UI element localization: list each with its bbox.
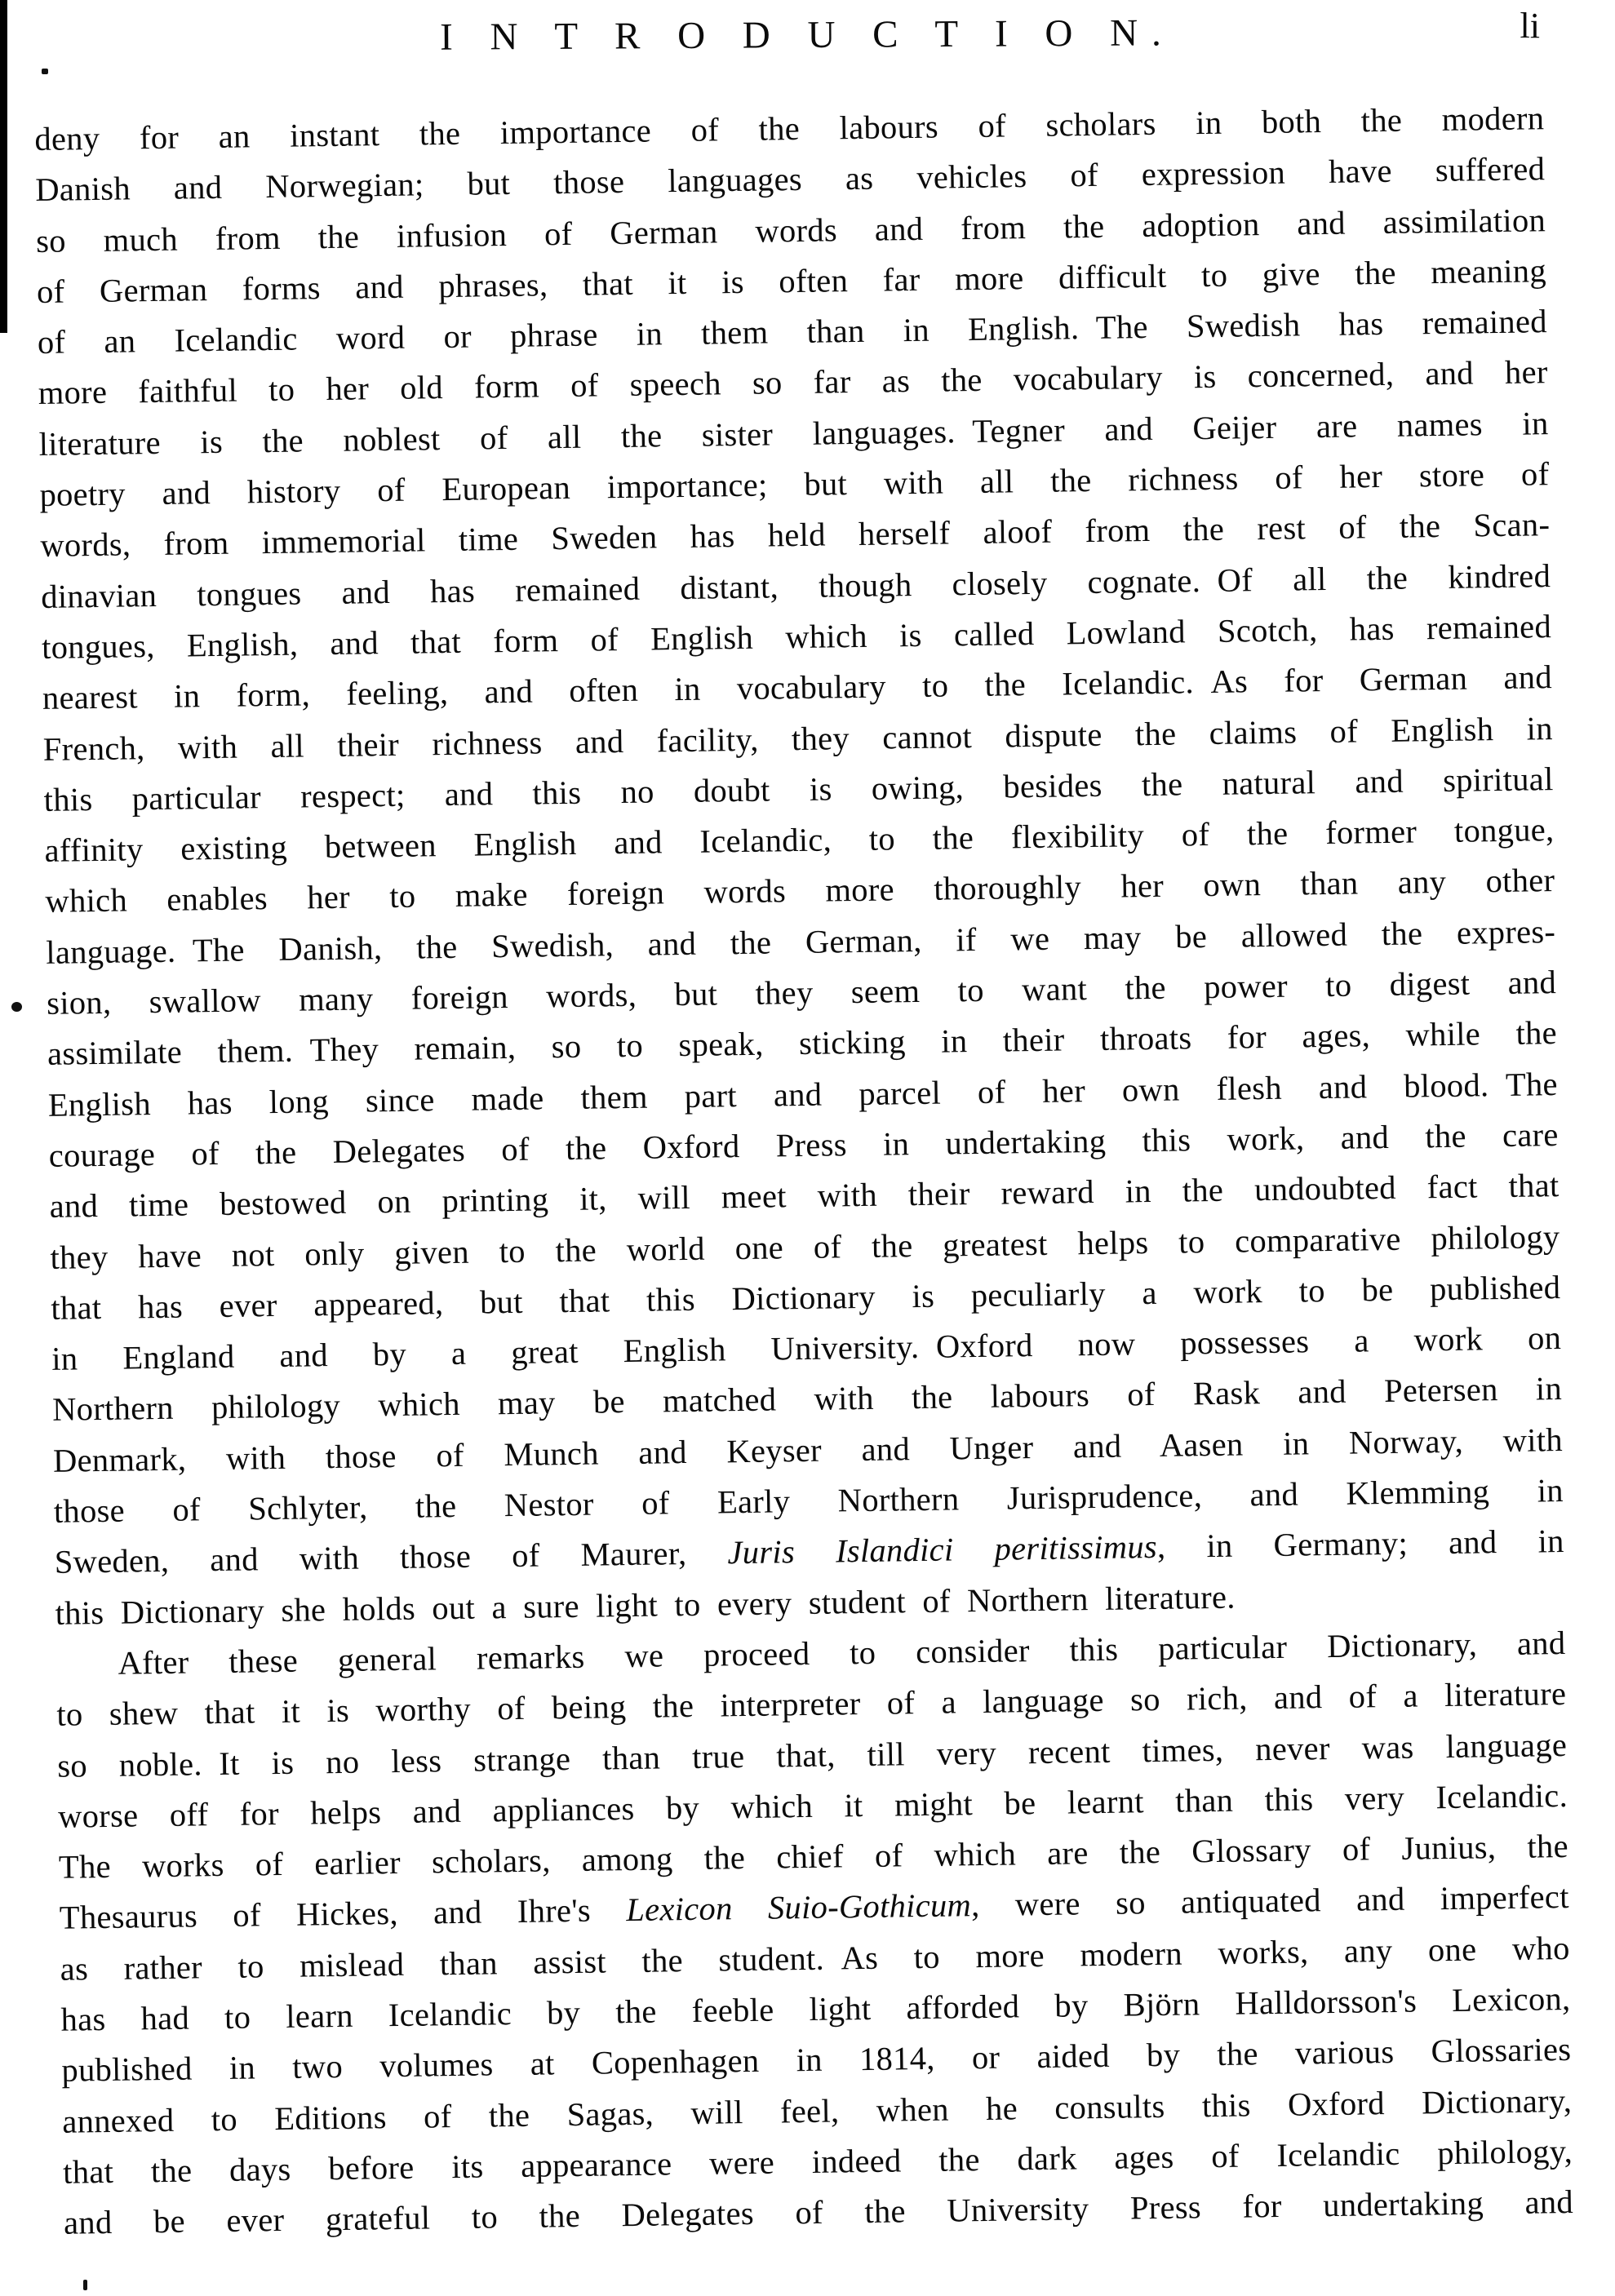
text-segment: English has long since made them part and parcel of her own flesh and blood. The: [47, 1065, 1559, 1124]
text-segment: of German forms and phrases, that it is often far more difficult to give the meaning: [36, 252, 1547, 310]
text-segment: as rather to mislead than assist the student. As to more modern works, any one who: [60, 1929, 1570, 1988]
text-segment: dinavian tongues and has remained distant, though closely cognate. Of all the kindred: [40, 556, 1551, 615]
body-lines: [34, 93, 1573, 2249]
text-segment: Sweden, and with those of Maurer,: [54, 1534, 728, 1581]
text-segment: that the days before its appearance were indeed the dark ages of Icelandic philology,: [62, 2132, 1573, 2191]
text-segment: which enables her to make foreign words more thoroughly her own than any other: [45, 862, 1555, 920]
text-segment: poetry and history of European importance; but with all the richness of her store of: [39, 455, 1550, 514]
text-segment: and be ever grateful to the Delegates of the University Press for undertaking and: [63, 2183, 1574, 2241]
page-title: I N T R O D U C T I O N.: [440, 11, 1175, 59]
italic-phrase: Juris Islandici peritissimus: [727, 1528, 1158, 1571]
text-segment: courage of the Delegates of the Oxford Press in undertaking this work, and the care: [48, 1115, 1559, 1174]
text-segment: and time bestowed on printing it, will meet with their reward in the undoubted fact that: [49, 1167, 1560, 1226]
ink-speck: [11, 1002, 22, 1012]
text-segment: worse off for helps and appliances by which it might be learnt than this very Icelandic.: [57, 1776, 1568, 1835]
text-segment: After these general remarks we proceed to consider this particular Dictionary, and: [118, 1624, 1566, 1682]
text-segment: deny for an instant the importance of the labours of scholars in both the modern: [34, 100, 1545, 157]
page-number: li: [1520, 6, 1540, 46]
text-segment: tongues, English, and that form of English which is called Lowland Scotch, has remained: [41, 608, 1552, 666]
text-segment: in England and by a great English University. Oxford now possesses a work on: [51, 1319, 1562, 1377]
text-segment: of an Icelandic word or phrase in them than in English. The Swedish has remained: [37, 303, 1548, 361]
text-segment: those of Schlyter, the Nestor of Early Northern Jurisprudence, and Klemming in: [53, 1472, 1564, 1530]
text-segment: language. The Danish, the Swedish, and the German, if we may be allowed the expres-: [46, 912, 1556, 971]
text-segment: that has ever appeared, but that this Dictionary is peculiarly a work to be published: [51, 1268, 1561, 1327]
text-segment: sion, swallow many foreign words, but they seem to want the power to digest and: [46, 964, 1557, 1022]
text-segment: The works of earlier scholars, among the chief of which are the Glossary of Junius, the: [58, 1828, 1569, 1886]
text-segment: this Dictionary she holds out a sure light to every student of Northern literature.: [55, 1578, 1236, 1632]
text-segment: has had to learn Icelandic by the feeble light afforded by Björn Halldorsson's Lexicon,: [60, 1979, 1571, 2038]
ink-speck: [42, 69, 48, 74]
text-segment: this particular respect; and this no doubt is owing, besides the natural and spiritual: [43, 760, 1554, 818]
text-segment: affinity existing between English and Icelandic, to the flexibility of the former tongue,: [44, 811, 1555, 870]
text-segment: published in two volumes at Copenhagen in 1814, or aided by the various Glossaries: [61, 2031, 1572, 2090]
body-text-block: [34, 93, 1573, 2249]
text-segment: annexed to Editions of the Sagas, will feel, when he consults this Oxford Dictionary,: [62, 2081, 1573, 2140]
text-segment: nearest in form, feeling, and often in vocabulary to the Icelandic. As for German and: [42, 658, 1553, 717]
text-segment: Thesaurus of Hickes, and Ihre's: [59, 1891, 627, 1937]
text-segment: Northern philology which may be matched with the labours of Rask and Petersen in: [51, 1370, 1563, 1429]
text-segment: French, with all their richness and facility, they cannot dispute the claims of English in: [42, 709, 1553, 768]
text-segment: more faithful to her old form of speech so far as the vocabulary is concerned, and her: [38, 353, 1548, 412]
text-segment: , in Germany; and in: [1156, 1523, 1564, 1566]
text-segment: Danish and Norwegian; but those languages as vehicles of expression have suffered: [34, 150, 1546, 209]
text-segment: assimilate them. They remain, so to speak, sticking in their throats for ages, while the: [47, 1014, 1558, 1073]
text-segment: words, from immemorial time Sweden has held herself aloof from the rest of the Scan-: [40, 506, 1551, 565]
text-segment: to shew that it is worthy of being the interpreter of a language so rich, and of a literature: [56, 1675, 1567, 1734]
text-segment: so noble. It is no less strange than true that, till very recent times, never was language: [56, 1726, 1568, 1784]
text-segment: Denmark, with those of Munch and Keyser and Unger and Aasen in Norway, with: [52, 1421, 1564, 1479]
text-segment: they have not only given to the world one of the greatest helps to comparative philology: [50, 1217, 1560, 1276]
text-segment: so much from the infusion of German words and from the adoption and assimilation: [35, 201, 1546, 259]
italic-phrase: Lexicon Suio-Gothicum: [625, 1886, 972, 1929]
text-segment: literature is the noblest of all the sister languages. Tegner and Geijer are names in: [38, 404, 1549, 463]
text-segment: , were so antiquated and imperfect: [970, 1878, 1570, 1924]
ink-speck: [83, 2280, 87, 2290]
